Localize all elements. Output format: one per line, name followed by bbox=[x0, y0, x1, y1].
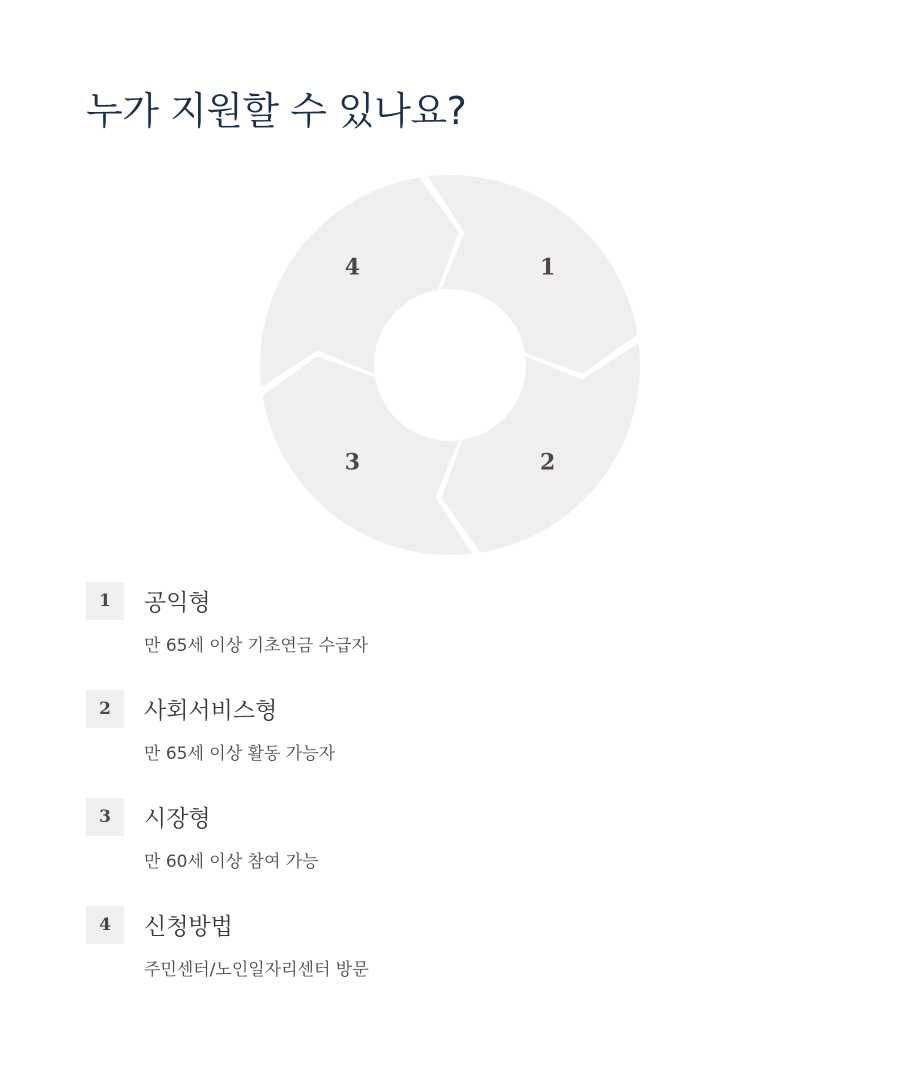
step-title: 사회서비스형 bbox=[144, 698, 278, 724]
page-title: 누가 지원할 수 있나요? bbox=[86, 89, 467, 133]
cycle-segment-1 bbox=[428, 175, 638, 374]
step-title: 시장형 bbox=[144, 806, 211, 832]
cycle-diagram-svg bbox=[250, 165, 650, 565]
step-description: 주민센터/노인일자리센터 방문 bbox=[144, 960, 369, 980]
cycle-segment-label: 4 bbox=[344, 254, 361, 281]
step-item-1 bbox=[86, 582, 806, 690]
step-title: 공익형 bbox=[144, 590, 211, 616]
cycle-segment-2 bbox=[441, 343, 640, 553]
cycle-segment-label: 1 bbox=[539, 254, 556, 281]
cycle-segment-4 bbox=[260, 178, 459, 388]
step-number-badge: 1 bbox=[86, 582, 124, 620]
step-number-badge: 3 bbox=[86, 798, 124, 836]
step-description: 만 60세 이상 참여 가능 bbox=[144, 852, 319, 872]
step-number-badge: 2 bbox=[86, 690, 124, 728]
cycle-segment-label: 3 bbox=[344, 449, 361, 476]
cycle-segment-label: 2 bbox=[539, 449, 556, 476]
cycle-diagram bbox=[250, 165, 650, 565]
cycle-segment-3 bbox=[263, 356, 473, 555]
step-item-3 bbox=[86, 798, 806, 906]
step-list bbox=[86, 582, 806, 1014]
step-item-4 bbox=[86, 906, 806, 1014]
step-number-badge: 4 bbox=[86, 906, 124, 944]
step-description: 만 65세 이상 기초연금 수급자 bbox=[144, 636, 368, 656]
step-description: 만 65세 이상 활동 가능자 bbox=[144, 744, 336, 764]
step-item-2 bbox=[86, 690, 806, 798]
step-title: 신청방법 bbox=[144, 914, 233, 940]
